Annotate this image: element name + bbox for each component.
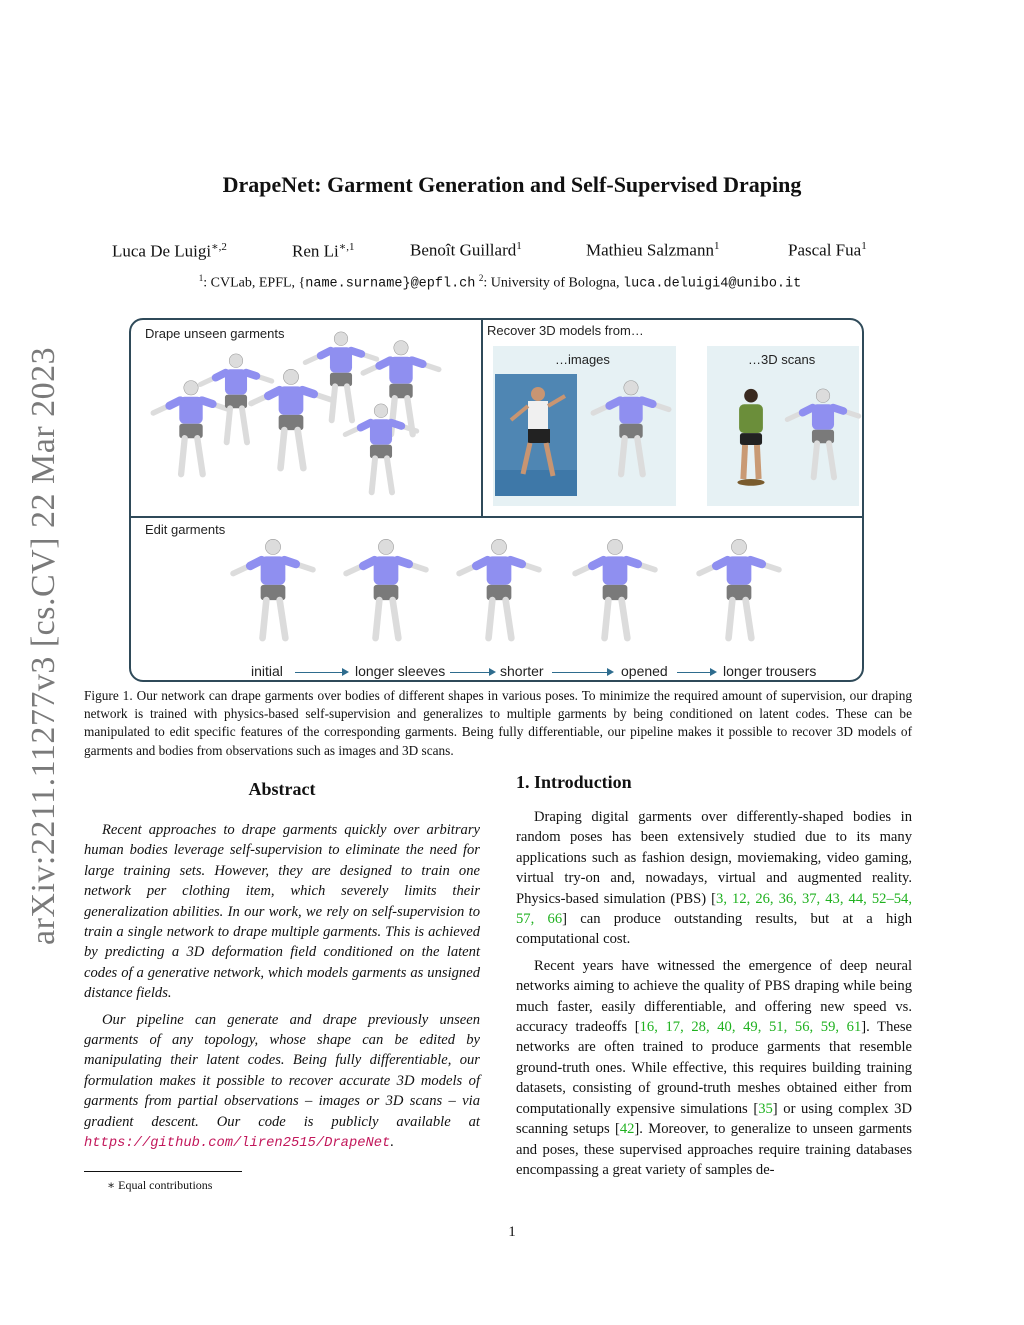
- code-url-link[interactable]: https://github.com/liren2515/DrapeNet: [84, 1136, 391, 1152]
- affil-epfl: : CVLab, EPFL, {: [203, 275, 306, 291]
- recovered-person-scan: [787, 389, 858, 477]
- intro-p2-text-d: ]. Moreover, to generalize to unseen garments and poses, these supervised approaches require training databases encompassing a great variety of samples de-: [516, 1121, 912, 1178]
- author-sup: ∗,1: [338, 241, 355, 253]
- edit-person-opened: [575, 539, 655, 638]
- affil-email-epfl-domain: }@epfl.ch: [402, 276, 476, 292]
- step-arrow-1: [295, 672, 343, 673]
- edit-person-longer-trousers: [699, 539, 779, 638]
- affil-bologna: : University of Bologna,: [483, 275, 623, 291]
- author-name: Luca De Luigi: [112, 241, 212, 261]
- author-name: Mathieu Salzmann: [586, 240, 714, 260]
- author-list: [112, 240, 892, 266]
- author-4: [586, 240, 719, 261]
- page-number: 1: [508, 1224, 516, 1240]
- intro-p2-text-b: ]. These networks are often trained to produce garments that resemble ground-truth ones. While effective, this requires building training datasets, consisting of ground-truth meshes obtained either from computationally expensive simulations [: [516, 1019, 912, 1117]
- author-sup: 1: [516, 240, 522, 252]
- panel-label-drape: Drape unseen garments: [145, 326, 285, 341]
- intro-paragraph-1: [516, 807, 912, 950]
- author-3: [410, 240, 522, 261]
- affil-sup-1: 1: [198, 273, 204, 283]
- draped-person-6: [345, 404, 416, 492]
- scan-person: [737, 389, 764, 486]
- abstract-body: [84, 820, 480, 1161]
- panel-label-edit: Edit garments: [145, 522, 226, 537]
- introduction-body: [516, 807, 912, 1186]
- sub-label-scans: …3D scans: [748, 352, 816, 367]
- step-arrow-3: [552, 672, 608, 673]
- step-label-longer-sleeves: longer sleeves: [355, 663, 446, 679]
- abstract-paragraph-2-text: Our pipeline can generate and drape previously unseen garments of any topology, whose shape can be edited by manipulating their latent codes. Being fully differentiable, our formulation makes it possible to recover accurate 3D models of garments from partial observations – images or 3D scans – via gradient descent. Our code is publicly available at: [84, 1011, 480, 1130]
- step-label-initial: initial: [251, 663, 283, 679]
- intro-p2-text-a: Recent years have witnessed the emergence of deep neural networks aiming to achieve the quality of PBS draping while being much faster, easily differentiable, and offering new speed vs. accuracy tradeoffs [: [516, 957, 912, 1036]
- step-arrow-4: [677, 672, 711, 673]
- author-sup: ∗,2: [211, 241, 227, 253]
- author-name: Pascal Fua: [788, 240, 862, 260]
- footnote-equal-contributions: ∗ Equal contributions: [107, 1178, 213, 1192]
- panel-label-recover: Recover 3D models from…: [487, 323, 644, 338]
- abstract-paragraph-2-end: .: [390, 1134, 394, 1151]
- draped-person-1: [153, 381, 229, 475]
- step-arrow-2-head: [489, 668, 496, 676]
- edit-person-initial: [233, 539, 313, 638]
- author-name: Benoît Guillard: [410, 240, 517, 260]
- intro-p2-text-c: ] or using complex 3D scanning setups [: [516, 1100, 912, 1138]
- step-arrow-1-head: [342, 668, 349, 676]
- affiliations: [0, 273, 1000, 292]
- figure-caption: Figure 1. Our network can drape garments over bodies of different shapes in various poses. To minimize the required amount of supervision, our draping network is trained with physics-based self-supervision and generalizes to multiple garments by being conditioned on latent codes. These can be manipulated to edit specific features of the corresponding garments. Being fully differentiable, our pipeline makes it possible to recover 3D models of garments and bodies from observations such as images and 3D scans.: [84, 688, 912, 758]
- intro-paragraph-2: [516, 956, 912, 1180]
- footnote-rule: [84, 1171, 242, 1172]
- draped-person-3: [251, 369, 331, 468]
- figure-1: [129, 318, 864, 682]
- author-1: [112, 240, 227, 262]
- citation-group-2[interactable]: 16, 17, 28, 40, 49, 51, 56, 59, 61: [639, 1019, 862, 1036]
- affil-email-epfl: name.surname: [305, 276, 403, 292]
- step-arrow-4-head: [710, 668, 717, 676]
- affil-email-bologna: luca.deluigi4@unibo.it: [623, 276, 802, 292]
- intro-p1-text-b: ] can produce outstanding results, but at a high computational cost.: [516, 911, 912, 948]
- step-label-shorter: shorter: [500, 663, 544, 679]
- paper-title: DrapeNet: Garment Generation and Self-Supervised Draping: [222, 172, 802, 197]
- author-name: Ren Li: [292, 241, 339, 261]
- sub-label-images: …images: [555, 352, 610, 367]
- edit-person-shorter: [459, 539, 539, 638]
- recovered-person-image: [593, 381, 669, 475]
- introduction-heading: 1. Introduction: [516, 772, 632, 792]
- draped-person-4: [305, 332, 376, 420]
- step-label-opened: opened: [621, 663, 668, 679]
- affil-sup-2: 2: [478, 273, 484, 283]
- abstract-paragraph-1: Recent approaches to drape garments quickly over arbitrary human bodies leverage self-supervision to eliminate the need for large training sets. However, they are designed to train one network per clothing item, which severely limits their generalization abilities. In our work, we rely on self-supervision to train a single network to drape multiple garments. This is achieved by predicting a 3D deformation field conditioned on the latent codes of a generative network, which models garments as unsigned distance fields.: [84, 822, 480, 1002]
- author-2: [292, 240, 354, 262]
- intro-p1-text-a: Draping digital garments over differently-shaped bodies in random poses has been extensively studied due to its many applications such as fashion design, moviemaking, video gaming, virtual try-on and, nowadays, virtual and augmented reality. Physics-based simulation (PBS) [: [516, 809, 912, 907]
- step-arrow-2: [450, 672, 490, 673]
- arxiv-side-stamp: arXiv:2211.11277v3 [cs.CV] 22 Mar 2023: [25, 346, 62, 945]
- author-sup: 1: [861, 240, 867, 252]
- author-sup: 1: [713, 240, 720, 252]
- abstract-paragraph-2: [84, 1010, 480, 1155]
- abstract-heading: Abstract: [248, 779, 316, 799]
- edit-person-longer-sleeves: [346, 539, 426, 638]
- citation-42[interactable]: 42: [619, 1121, 635, 1138]
- step-arrow-3-head: [607, 668, 614, 676]
- figure-illustrations: [131, 320, 862, 680]
- author-5: [788, 240, 867, 261]
- citation-35[interactable]: 35: [758, 1100, 773, 1117]
- step-label-longer-trousers: longer trousers: [723, 663, 817, 679]
- citation-group-1[interactable]: 3, 12, 26, 36, 37, 43, 44, 52–54, 57, 66: [516, 890, 912, 928]
